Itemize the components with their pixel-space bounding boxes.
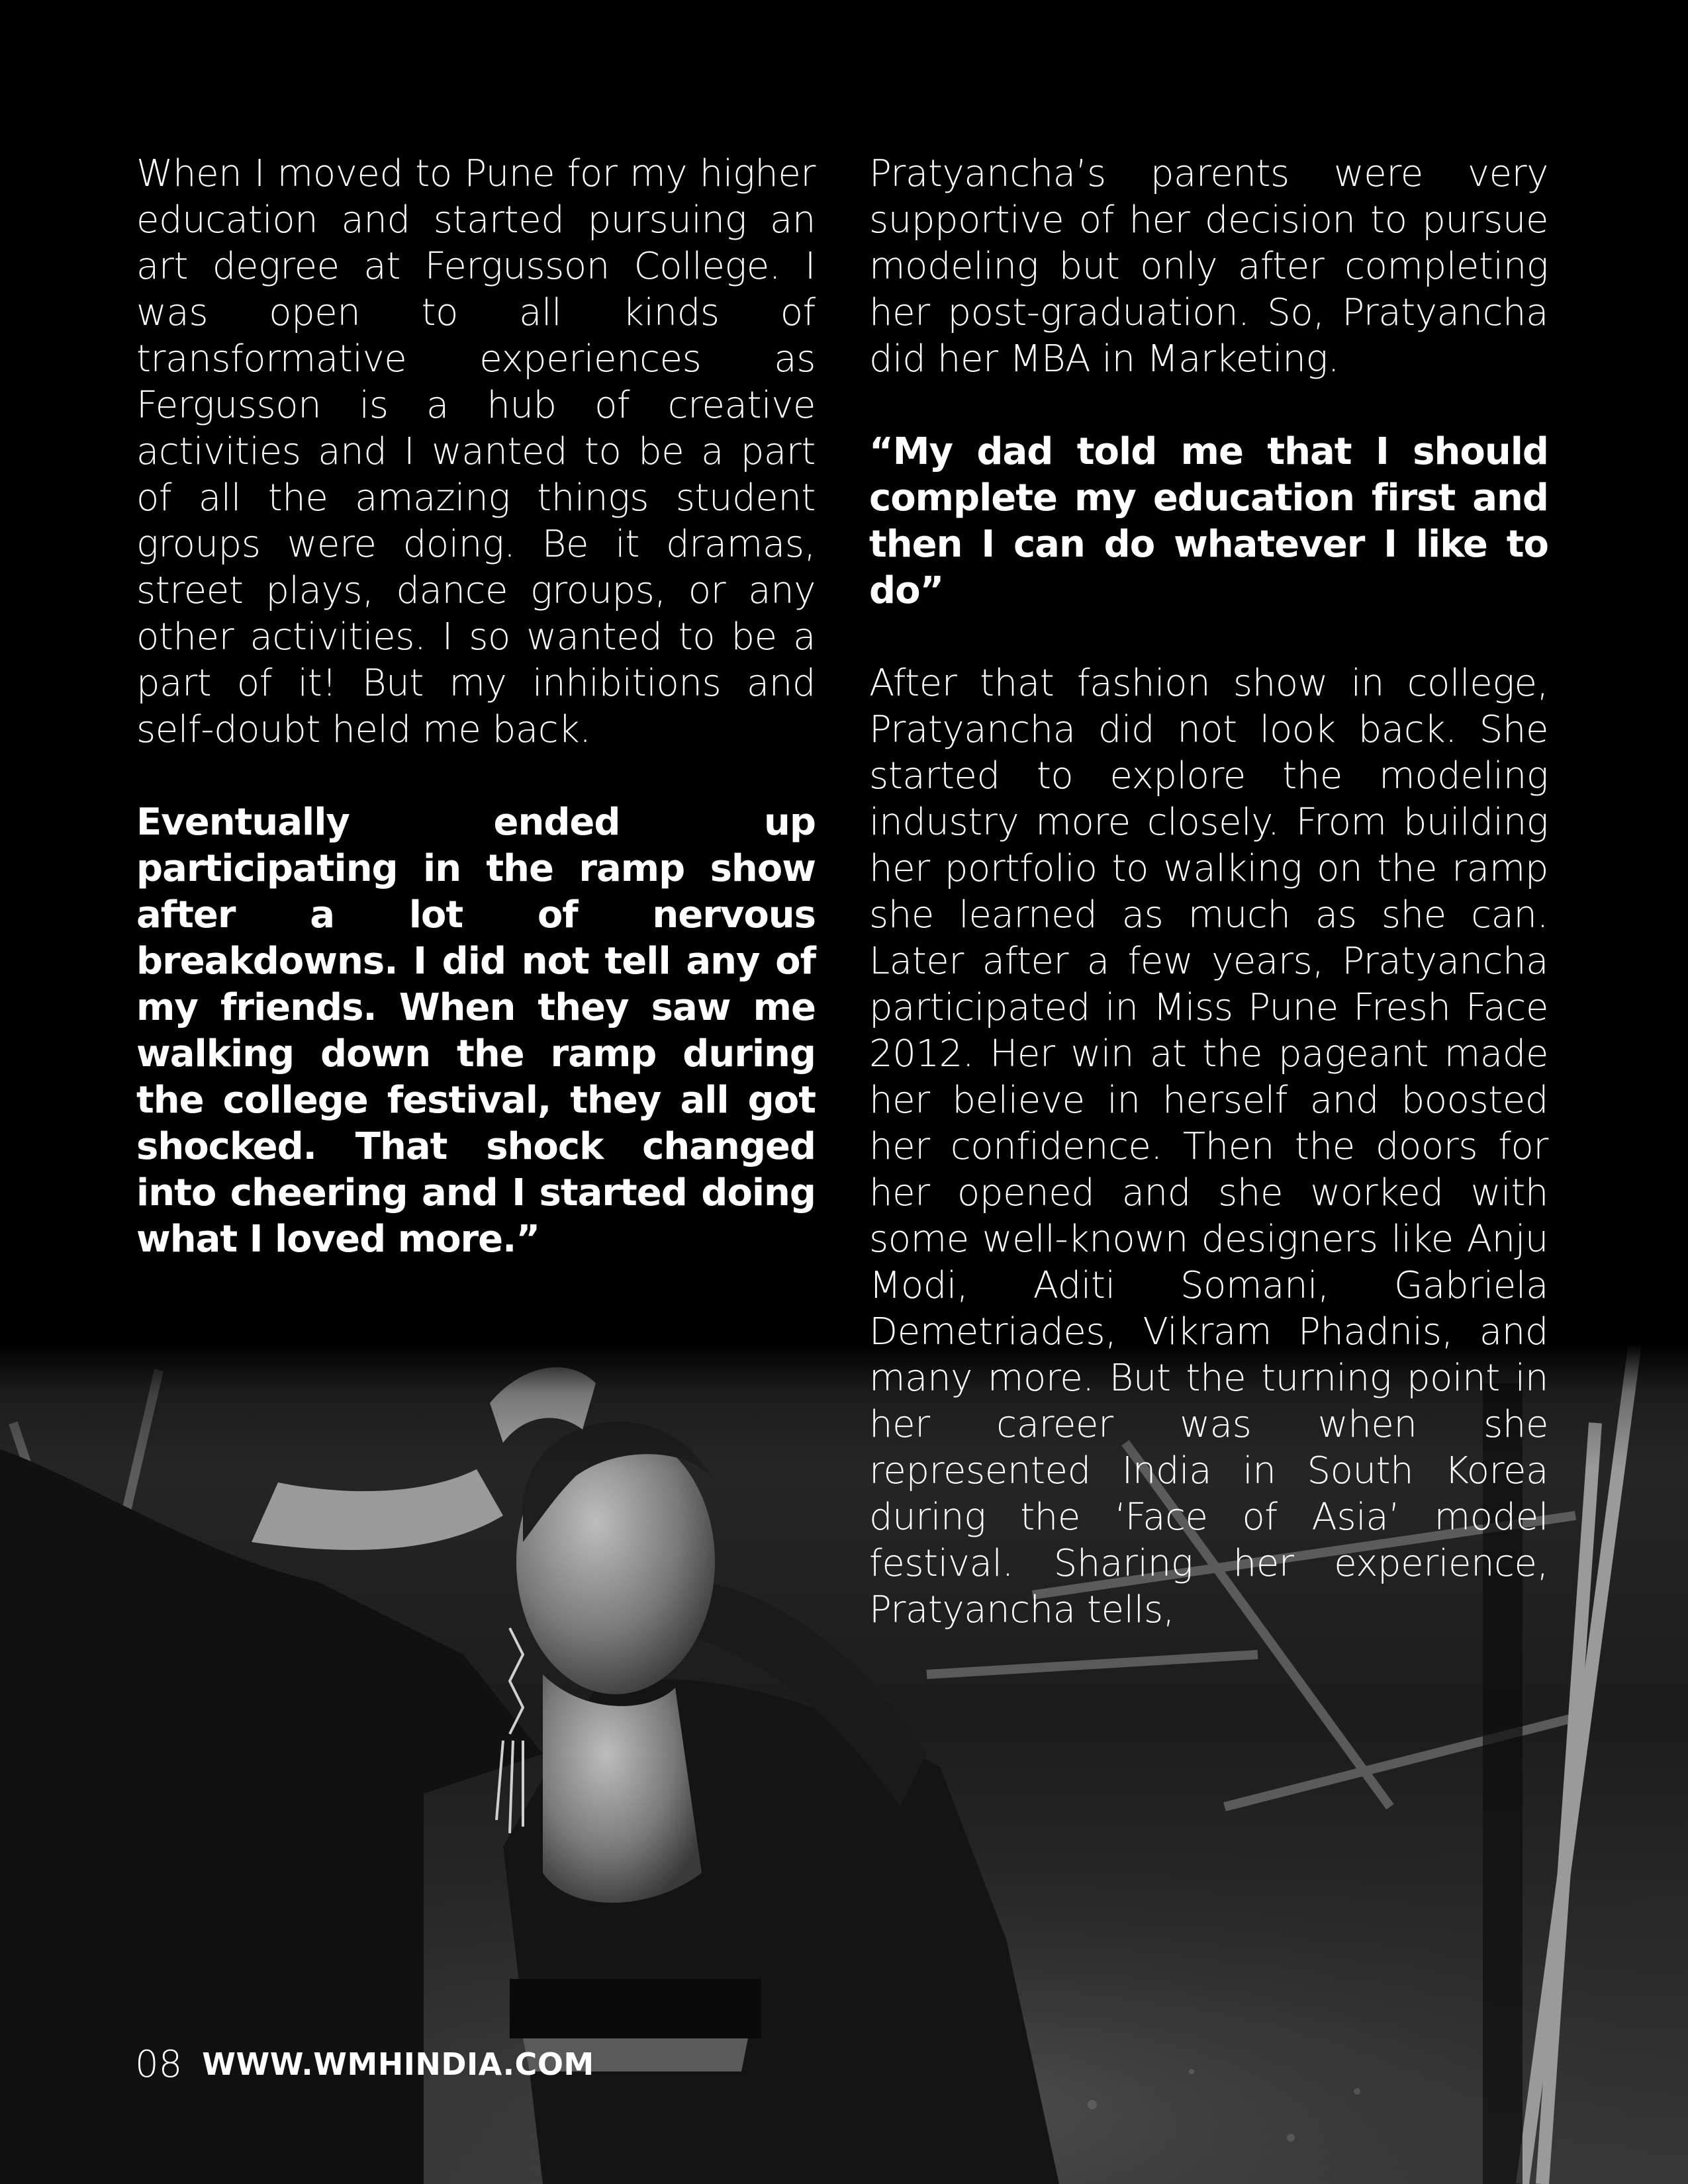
right-column — [869, 151, 1548, 1680]
left-column — [136, 151, 816, 1309]
pull-quote: “My dad told me that I should complete my education first and then I can do whatever I like to do” — [869, 430, 1548, 612]
pull-quote: Eventually ended up participating in the ramp show after a lot of nervous breakdowns. I did not tell any of my friends. When they saw me walking down the ramp during the college festival, they all got shocked. That shock changed into cheering and I started doing what I loved more.” — [136, 801, 816, 1261]
body-paragraph: When I moved to Pune for my higher education and started pursuing an art degree at Fergusson College. I was open to all kinds of transformative experiences as Fergusson is a hub of creative activities and I wanted to be a part of all the amazing things student groups were doing. Be it dramas, street plays, dance groups, or any other activities. I so wanted to be a part of it! But my inhibitions and self-doubt held me back. — [136, 152, 816, 751]
body-paragraph: After that fashion show in college, Pratyancha did not look back. She started to explore the modeling industry more closely. From building her portfolio to walking on the ramp she learned as much as she can. Later after a few years, Pratyancha participated in Miss Pune Fresh Face 2012. Her win at the pageant made her believe in herself and boosted her confidence. Then the doors for her opened and she worked with some well-known designers like Anju Modi, Aditi Somani, Gabriela Demetriades, Vikram Phadnis, and many more. But the turning point in her career was when she represented India in South Korea during the ‘Face of Asia’ model festival. Sharing her experience, Pratyancha tells, — [869, 662, 1548, 1631]
page-footer — [135, 2041, 594, 2087]
body-paragraph: Pratyancha’s parents were very supportive of her decision to pursue modeling but only after completing her post-graduation. So, Pratyancha did her MBA in Marketing. — [869, 152, 1548, 381]
website-url[interactable]: WWW.WMHINDIA.COM — [202, 2046, 594, 2082]
page-number: 08 — [135, 2042, 183, 2086]
